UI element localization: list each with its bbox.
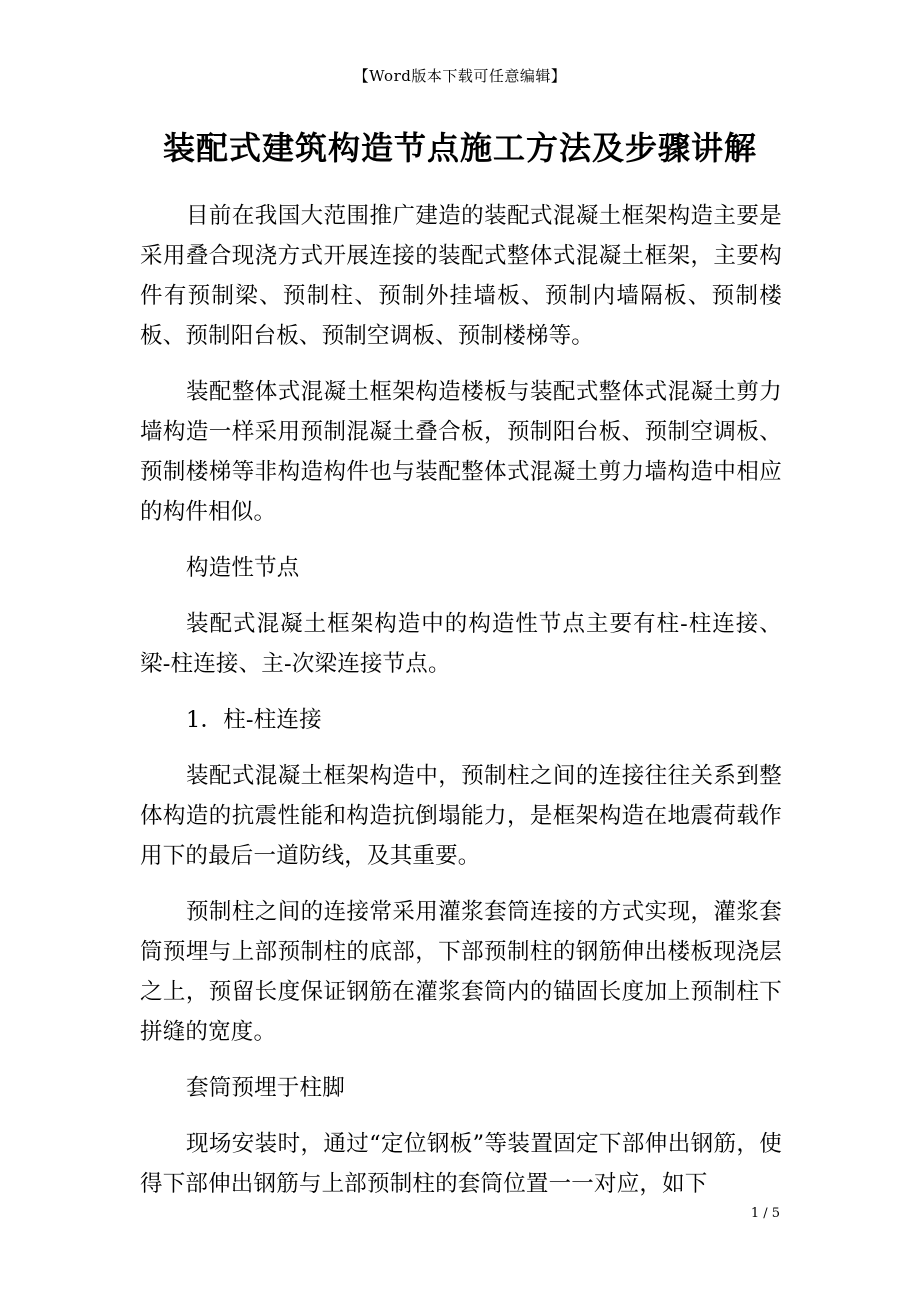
header-note: 【Word版本下载可任意编辑】 <box>353 67 567 85</box>
section-heading-sleeve-embedded: 套筒预埋于柱脚 <box>186 1075 345 1101</box>
paragraph-site-installation: 现场安装时，通过“定位钢板”等装置固定下部伸出钢筋，使得下部伸出钢筋与上部预制柱的套筒位置一一对应，如下 <box>140 1131 782 1197</box>
paragraph-node-types: 装配式混凝土框架构造中的构造性节点主要有柱-柱连接、梁-柱连接、主-次梁连接节点。 <box>140 611 782 677</box>
section-heading-structural-nodes: 构造性节点 <box>186 555 300 581</box>
paragraph-floor-slab: 装配整体式混凝土框架构造楼板与装配式整体式混凝土剪力墙构造一样采用预制混凝土叠合板，预制阳台板、预制空调板、预制楼梯等非构造构件也与装配整体式混凝土剪力墙构造中相应的构件相似。 <box>140 379 782 525</box>
paragraph-column-seismic: 装配式混凝土框架构造中，预制柱之间的连接往往关系到整体构造的抗震性能和构造抗倒塌能力，是框架构造在地震荷载作用下的最后一道防线，及其重要。 <box>140 763 782 869</box>
section-heading-column-connection: 1．柱-柱连接 <box>186 707 322 733</box>
paragraph-grout-sleeve: 预制柱之间的连接常采用灌浆套筒连接的方式实现，灌浆套筒预埋与上部预制柱的底部，下部预制柱的钢筋伸出楼板现浇层之上，预留长度保证钢筋在灌浆套筒内的锚固长度加上预制柱下拼缝的宽度。 <box>140 899 782 1045</box>
page-number: 1 / 5 <box>750 1206 780 1221</box>
paragraph-intro: 目前在我国大范围推广建造的装配式混凝土框架构造主要是采用叠合现浇方式开展连接的装配式整体式混凝土框架，主要构件有预制梁、预制柱、预制外挂墙板、预制内墙隔板、预制楼板、预制阳台板、预制空调板、预制楼梯等。 <box>140 203 782 349</box>
document-title: 装配式建筑构造节点施工方法及步骤讲解 <box>162 129 757 167</box>
document-body <box>140 196 782 1220</box>
